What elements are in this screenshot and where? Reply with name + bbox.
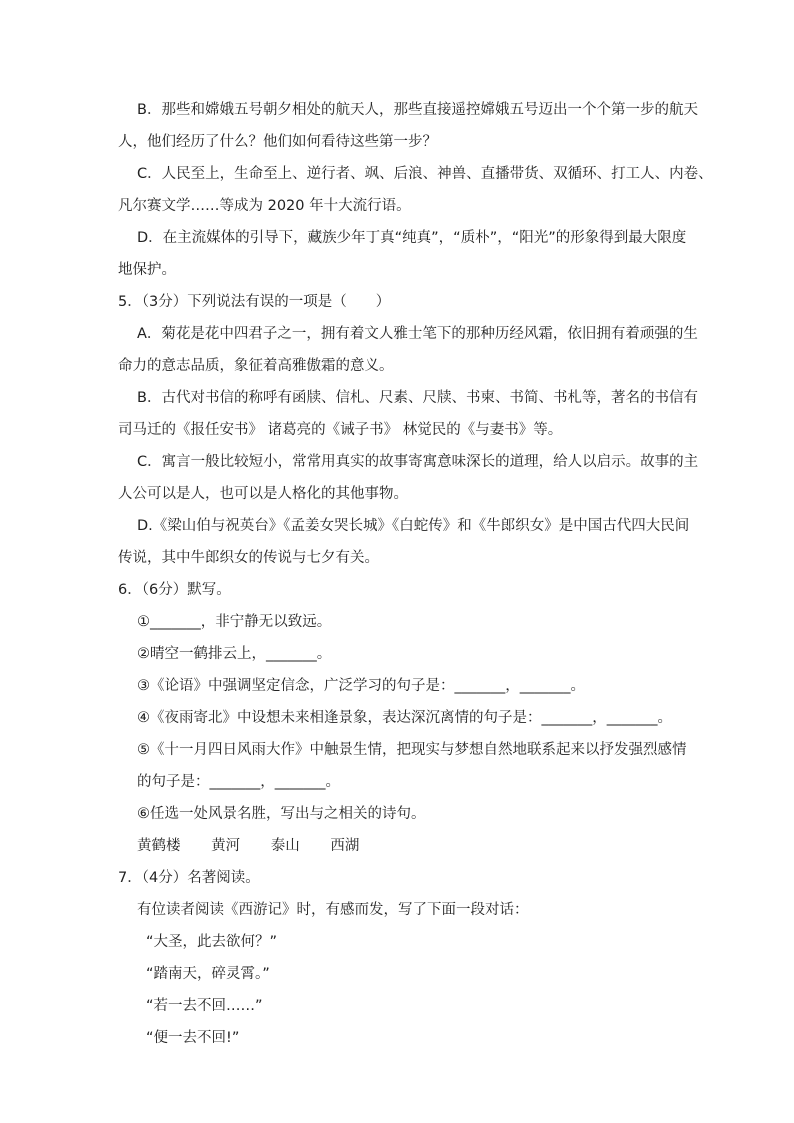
q6-item-4: ④《夜雨寄北》中设想未来相逢景象，表达深沉离情的句子是：_______，_______。	[137, 710, 672, 726]
q5-option-a-line1: A．菊花是花中四君子之一，拥有着文人雅士笔下的那种历经风霜，依旧拥有着顽强的生	[137, 326, 698, 342]
q7-dialog-line: “踏南天，碎灵霄。”	[146, 966, 270, 982]
q5-option-b-line2: 司马迁的《报任安书》 诸葛亮的《诫子书》 林觉民的《与妻书》等。	[118, 422, 563, 438]
q4-option-b-line2: 人，他们经历了什么？他们如何看待这些第一步？	[118, 134, 437, 150]
q5-option-b-line1: B．古代对书信的称呼有函牍、信札、尺素、尺牍、书柬、书简、书札等，著名的书信有	[137, 390, 698, 406]
q4-option-b-line1: B．那些和嫦娥五号朝夕相处的航天人，那些直接遥控嫦娥五号迈出一个个第一步的航天	[137, 102, 698, 118]
q7-stem: 7．（4分）名著阅读。	[118, 870, 260, 886]
q5-option-c-line1: C．寓言一般比较短小，常常用真实的故事寄寓意味深长的道理，给人以启示。故事的主	[137, 454, 699, 470]
q5-option-d-line2: 传说，其中牛郎织女的传说与七夕有关。	[118, 550, 379, 566]
q5-option-c-line2: 人公可以是人，也可以是人格化的其他事物。	[118, 486, 408, 502]
q6-item-5-line2: 的句子是：_______，_______。	[137, 774, 340, 790]
place-option: 西湖	[330, 838, 360, 854]
q6-item-5-line1: ⑤《十一月四日风雨大作》中触景生情，把现实与梦想自然地联系起来以抒发强烈感情	[137, 742, 687, 758]
q4-option-d-line1: D．在主流媒体的引导下，藏族少年丁真“纯真”，“质朴”，“阳光”的形象得到最大限度	[137, 230, 687, 246]
q5-option-d-line1: D.《梁山伯与祝英台》《孟姜女哭长城》《白蛇传》和《牛郎织女》是中国古代四大民间	[137, 518, 690, 534]
q6-item-1: ①_______，非宁静无以致远。	[137, 614, 332, 630]
q6-stem: 6．（6分）默写。	[118, 582, 231, 598]
q7-dialog-line: “若一去不回……”	[146, 998, 263, 1014]
q7-dialog-line: “大圣，此去欲何？”	[146, 934, 278, 950]
q6-item-6: ⑥任选一处风景名胜，写出与之相关的诗句。	[137, 806, 426, 822]
q4-option-c-line2: 凡尔赛文学……等成为 2020 年十大流行语。	[118, 198, 411, 214]
place-option: 黄河	[211, 838, 241, 854]
q6-places-row	[0, 836, 794, 856]
q6-item-3: ③《论语》中强调坚定信念，广泛学习的句子是：_______，_______。	[137, 678, 585, 694]
place-option: 泰山	[270, 838, 300, 854]
place-option: 黄鹤楼	[137, 838, 181, 854]
q4-option-d-line2: 地保护。	[118, 262, 176, 278]
q6-item-2: ②晴空一鹤排云上，_______。	[137, 646, 332, 662]
q5-stem: 5．（3分）下列说法有误的一项是（ ）	[118, 294, 391, 310]
q5-option-a-line2: 命力的意志品质，象征着高雅傲霜的意义。	[118, 358, 394, 374]
q4-option-c-line1: C．人民至上，生命至上、逆行者、飒、后浪、神兽、直播带货、双循环、打工人、内卷、	[137, 166, 713, 182]
q7-dialog-line: “便一去不回!”	[146, 1030, 240, 1046]
q7-intro: 有位读者阅读《西游记》时，有感而发，写了下面一段对话：	[137, 902, 529, 918]
